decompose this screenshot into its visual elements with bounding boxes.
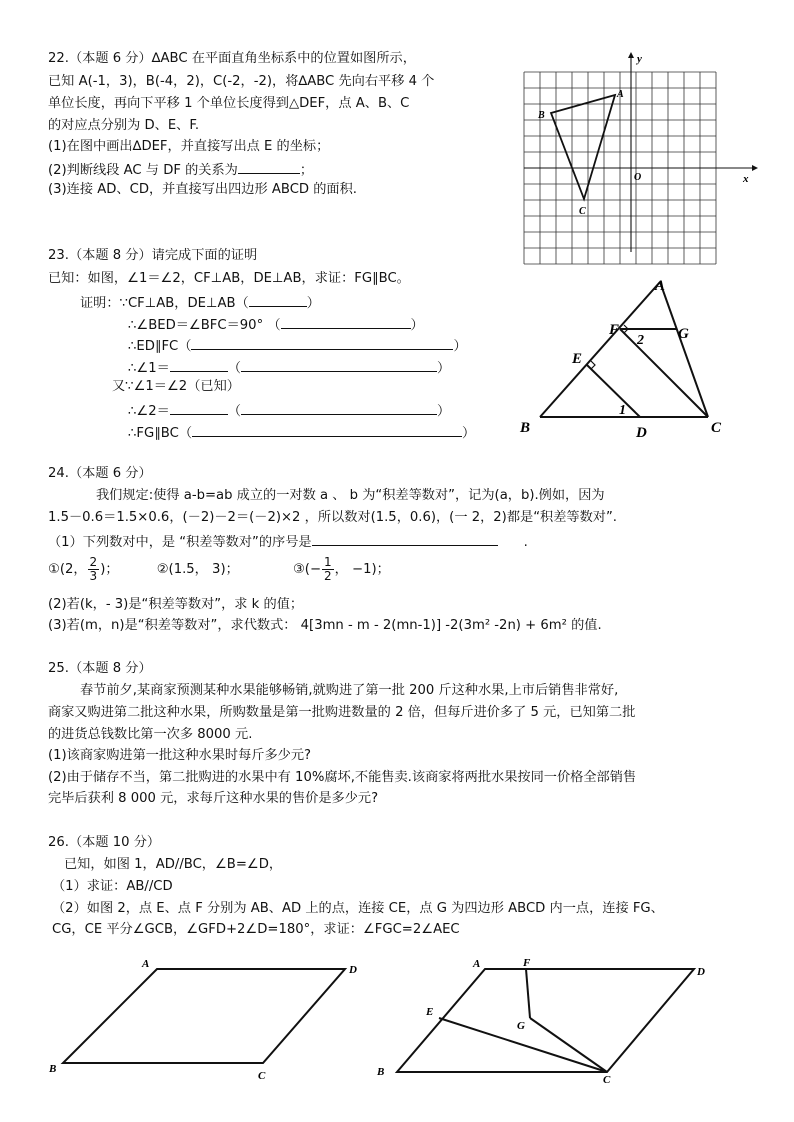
q22-line-3: 单位长度，再向下平移 1 个单位长度得到△DEF，点 A、B、C: [48, 96, 410, 111]
q24-option-3-fraction: [322, 556, 334, 583]
q24-option-1: [48, 554, 119, 583]
q24-line-2: 1.5－0.6＝1.5×0.6，(－2)－2＝(－2)×2 ，所以数对(1.5，0.6)，(一 2，2)都是“积差等数对”.: [48, 510, 617, 525]
q23-proof-6-blank-b[interactable]: [241, 400, 437, 415]
q26-fig1-label-b: B: [49, 1063, 57, 1075]
q23-angle-2-label: 2: [637, 333, 644, 348]
q23-label-b: B: [520, 420, 531, 436]
q23-proof-2-text: ∴∠BED＝∠BFC＝90° （: [128, 318, 281, 333]
q23-label-d: D: [636, 425, 647, 441]
q26-fig2-label-g: G: [517, 1020, 525, 1032]
q26-figure-1: [45, 955, 375, 1085]
q24-sub-1-text: （1）下列数对中，是 “积差等数对”的序号是: [48, 535, 312, 550]
q23-proof-7-tail: ）: [462, 426, 476, 441]
q26-line-2: （1）求证：AB//CD: [52, 879, 173, 894]
q23-triangle-figure: [515, 272, 745, 442]
q26-line-1: 已知，如图 1，AD//BC，∠B=∠D，: [64, 857, 283, 872]
q24-option-1-pre: ①(2，: [48, 562, 87, 577]
q23-proof-line-1: [80, 292, 320, 313]
q24-option-1-num: 2: [89, 554, 98, 569]
q22-point-b-label: B: [538, 110, 545, 121]
q26-fig2-label-a: A: [473, 958, 481, 970]
q22-line-2: 已知 A(-1，3)，B(-4，2)，C(-2，-2)，将∆ABC 先向右平移 4 个: [48, 74, 435, 89]
q23-proof-line-7: [128, 422, 475, 443]
q22-coordinate-grid: [500, 52, 760, 252]
q24-option-3-post: ， −1)；: [334, 562, 390, 577]
q26-fig2-label-b: B: [377, 1066, 385, 1078]
q23-given: 已知：如图，∠1＝∠2，CF⊥AB，DE⊥AB，求证：FG∥BC。: [48, 271, 410, 286]
q22-line-4: 的对应点分别为 D、E、F.: [48, 118, 200, 133]
q22-origin-label: O: [634, 172, 642, 183]
q24-sub-3: (3)若(m，n)是“积差等数对”，求代数式： 4[3mn - m - 2(mn-1)] -2(3m² -2n) + 6m² 的值.: [48, 618, 602, 633]
q23-proof-line-2: [128, 314, 424, 335]
q24-option-3-pre: ③(−: [292, 562, 322, 577]
q23-proof-1-text: 证明：∵CF⊥AB，DE⊥AB（: [80, 296, 249, 311]
q23-proof-7-blank[interactable]: [192, 422, 462, 437]
q25-line-1: 春节前夕,某商家预测某种水果能够畅销,就购进了第一批 200 斤这种水果,上市后销售非常好,: [80, 683, 619, 698]
q24-option-1-den: 3: [89, 568, 98, 583]
q24-option-1-fraction: [88, 556, 100, 583]
q23-proof-2-tail: ）: [410, 318, 424, 333]
q23-segment-ab: [540, 282, 660, 417]
q24-options: [48, 552, 390, 588]
q22-line-5: (1)在图中画出∆DEF，并直接写出点 E 的坐标；: [48, 139, 330, 154]
q24-sub-1: [48, 531, 528, 552]
q23-proof-line-4: [128, 357, 450, 378]
q23-label-g: G: [678, 326, 689, 342]
q23-proof-6-tail: ）: [436, 404, 451, 419]
q25-line-5: (2)由于储存不当，第二批购进的水果中有 10%腐坏,不能售卖.该商家将两批水果按同一价格全部销售: [48, 770, 637, 785]
q23-proof-line-6: [128, 400, 450, 421]
q23-segment-ac: [660, 282, 708, 417]
q22-x-label: x: [743, 173, 749, 185]
q23-proof-line-5: 又∵∠1＝∠2（已知）: [112, 379, 240, 394]
q24-line-1: 我们规定:使得 a-b=ab 成立的一对数 a 、 b 为“积差等数对”，记为(a，b).例如，因为: [96, 488, 605, 503]
q23-proof-4-blank-a[interactable]: [170, 357, 228, 372]
q26-fig2-label-d: D: [697, 966, 705, 978]
q23-label-c: C: [711, 420, 722, 436]
q25-title: 25.（本题 8 分）: [48, 661, 152, 676]
q22-line-6: [48, 159, 313, 180]
q26-fig2-segment-fg: [526, 969, 530, 1018]
q23-segment-cf: [620, 329, 708, 417]
q22-q2-end: ；: [299, 163, 314, 178]
q24-option-3-num: 1: [324, 554, 332, 569]
q22-q2-text: (2)判断线段 AC 与 DF 的关系为: [48, 163, 238, 178]
q24-sub-1-end: .: [523, 535, 528, 550]
q22-y-label: y: [637, 53, 642, 65]
q23-angle-1-label: 1: [619, 403, 626, 418]
q23-proof-4-tail: ）: [436, 361, 451, 376]
q22-line-1: 22.（本题 6 分）∆ABC 在平面直角坐标系中的位置如图所示，: [48, 51, 416, 66]
q23-proof-4-mid: （: [227, 361, 241, 376]
q26-fig2-label-e: E: [426, 1006, 434, 1018]
q23-proof-1-tail: ）: [306, 296, 320, 311]
q26-figure-2: [372, 955, 712, 1090]
q25-line-4: (1)该商家购进第一批这种水果时每斤多少元?: [48, 748, 312, 763]
q26-fig2-label-c: C: [603, 1074, 611, 1086]
q23-proof-7-text: ∴FG∥BC: [128, 426, 179, 441]
q26-fig1-label-a: A: [142, 958, 150, 970]
q23-proof-line-3: [128, 335, 467, 356]
q23-label-f: F: [609, 322, 620, 338]
q26-line-3: （2）如图 2，点 E、点 F 分别为 AB、AD 上的点，连接 CE，点 G 为四边形 ABCD 内一点，连接 FG、: [52, 901, 664, 916]
q23-proof-6-mid: （: [227, 404, 241, 419]
q24-sub-1-blank[interactable]: [312, 531, 498, 546]
q22-triangle-abc: [551, 95, 615, 199]
q24-title: 24.（本题 6 分）: [48, 466, 152, 481]
q25-line-3: 的进货总钱数比第一次多 8000 元.: [48, 727, 253, 742]
q26-fig1-parallelogram: [63, 969, 345, 1063]
q24-option-2: ②(1.5， 3)；: [156, 562, 239, 577]
q23-label-a: A: [655, 278, 666, 294]
q23-segment-ed: [587, 365, 640, 417]
q23-proof-6-text: ∴∠2＝: [128, 404, 170, 419]
q22-point-a-label: A: [617, 89, 624, 100]
q23-proof-2-blank[interactable]: [281, 314, 411, 329]
q24-option-3: [292, 554, 390, 583]
q26-fig1-label-c: C: [258, 1070, 266, 1082]
q24-sub-2: (2)若(k，- 3)是“积差等数对”，求 k 的值；: [48, 597, 304, 612]
q25-line-2: 商家又购进第二批这种水果，所购数量是第一批购进数量的 2 倍，但每斤进价多了 5 元，已知第二批: [48, 705, 636, 720]
q26-fig2-segment-gc: [530, 1018, 607, 1072]
q23-title: 23.（本题 8 分）请完成下面的证明: [48, 248, 258, 263]
q22-point-c-label: C: [579, 206, 586, 217]
q26-line-4: CG，CE 平分∠GCB，∠GFD+2∠D=180°，求证：∠FGC=2∠AEC: [52, 922, 460, 937]
q23-proof-4-text: ∴∠1＝: [128, 361, 170, 376]
q23-proof-7-mid: （: [178, 426, 192, 441]
q24-option-1-post: )；: [100, 562, 119, 577]
q22-line-7: (3)连接 AD、CD，并直接写出四边形 ABCD 的面积.: [48, 182, 357, 197]
q23-proof-4-blank-b[interactable]: [241, 357, 437, 372]
q25-line-6: 完毕后获利 8 000 元，求每斤这种水果的售价是多少元?: [48, 791, 379, 806]
q23-proof-1-blank[interactable]: [249, 292, 307, 307]
q23-proof-3-text: ∴ED∥FC（: [128, 339, 192, 354]
q26-fig1-label-d: D: [349, 964, 357, 976]
q23-proof-3-blank[interactable]: [191, 335, 453, 350]
q26-title: 26.（本题 10 分）: [48, 835, 161, 850]
q26-fig2-parallelogram: [397, 969, 694, 1072]
q23-proof-3-tail: ）: [453, 339, 467, 354]
q22-answer-blank[interactable]: [238, 159, 300, 174]
q26-fig2-label-f: F: [523, 957, 531, 969]
q23-proof-6-blank-a[interactable]: [170, 400, 228, 415]
q23-label-e: E: [572, 351, 583, 367]
q24-option-3-den: 2: [324, 568, 332, 583]
